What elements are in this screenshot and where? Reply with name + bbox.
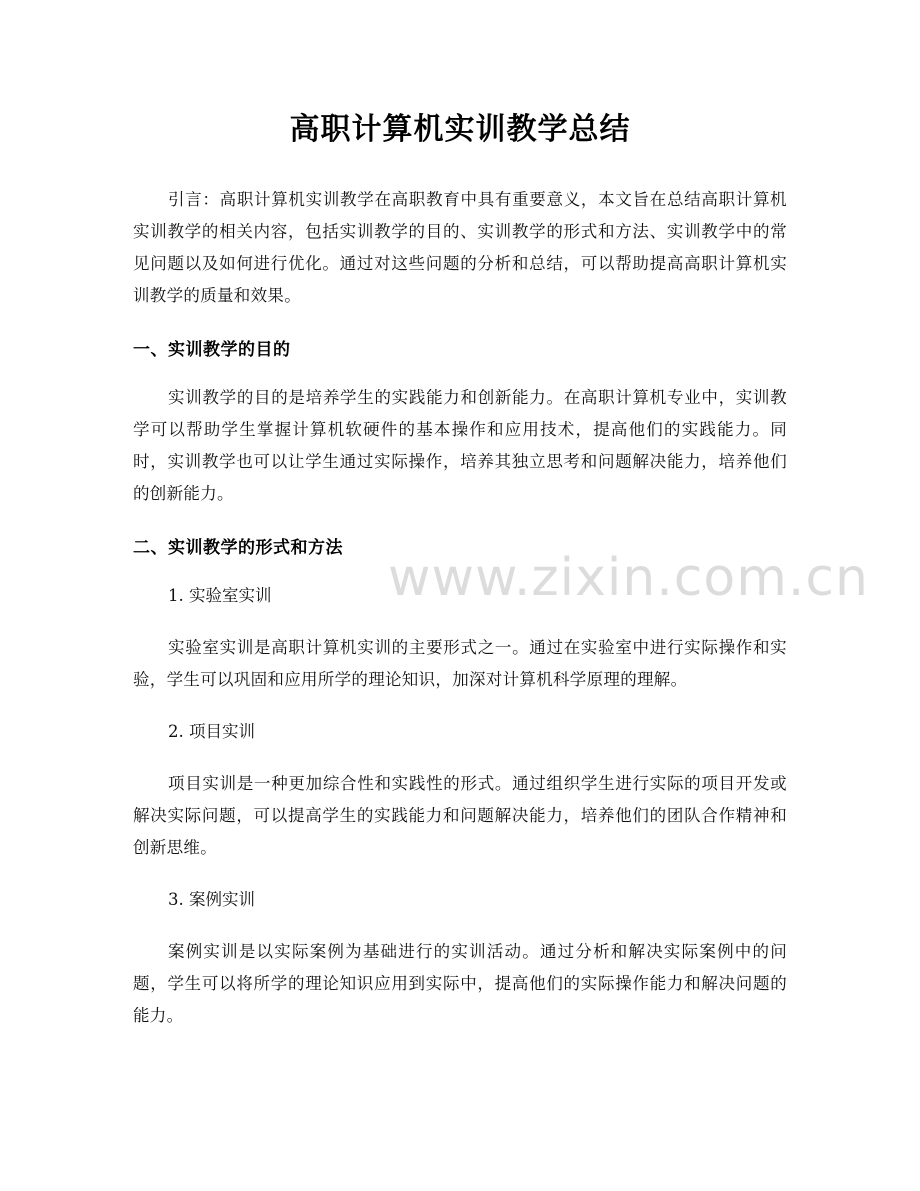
document-body <box>133 184 787 1032</box>
subheading-project-training: 2. 项目实训 <box>168 722 255 741</box>
document-title: 高职计算机实训教学总结 <box>289 112 631 147</box>
intro-paragraph: 引言：高职计算机实训教学在高职教育中具有重要意义，本文旨在总结高职计算机实训教学的相关内容，包括实训教学的目的、实训教学的形式和方法、实训教学中的常见问题以及如何进行优化。通过对这些问题的分析和总结，可以帮助提高高职计算机实训教学的质量和效果。 <box>133 190 787 305</box>
subheading-lab-training: 1. 实验室实训 <box>168 586 272 605</box>
section-heading-purpose: 一、实训教学的目的 <box>133 340 291 360</box>
subheading-case-training: 3. 案例实训 <box>168 890 255 909</box>
section-heading-methods: 二、实训教学的形式和方法 <box>133 538 343 558</box>
project-training-paragraph: 项目实训是一种更加综合性和实践性的形式。通过组织学生进行实际的项目开发或解决实际问题，可以提高学生的实践能力和问题解决能力，培养他们的团队合作精神和创新思维。 <box>133 774 787 857</box>
lab-training-paragraph: 实验室实训是高职计算机实训的主要形式之一。通过在实验室中进行实际操作和实验，学生可以巩固和应用所学的理论知识，加深对计算机科学原理的理解。 <box>133 638 787 689</box>
purpose-paragraph: 实训教学的目的是培养学生的实践能力和创新能力。在高职计算机专业中，实训教学可以帮助学生掌握计算机软硬件的基本操作和应用技术，提高他们的实践能力。同时，实训教学也可以让学生通过实际操作，培养其独立思考和问题解决能力，培养他们的创新能力。 <box>133 388 787 503</box>
case-training-paragraph: 案例实训是以实际案例为基础进行的实训活动。通过分析和解决实际案例中的问题，学生可以将所学的理论知识应用到实际中，提高他们的实际操作能力和解决问题的能力。 <box>133 942 787 1025</box>
watermark: www.zixin.com.cn <box>388 548 869 608</box>
